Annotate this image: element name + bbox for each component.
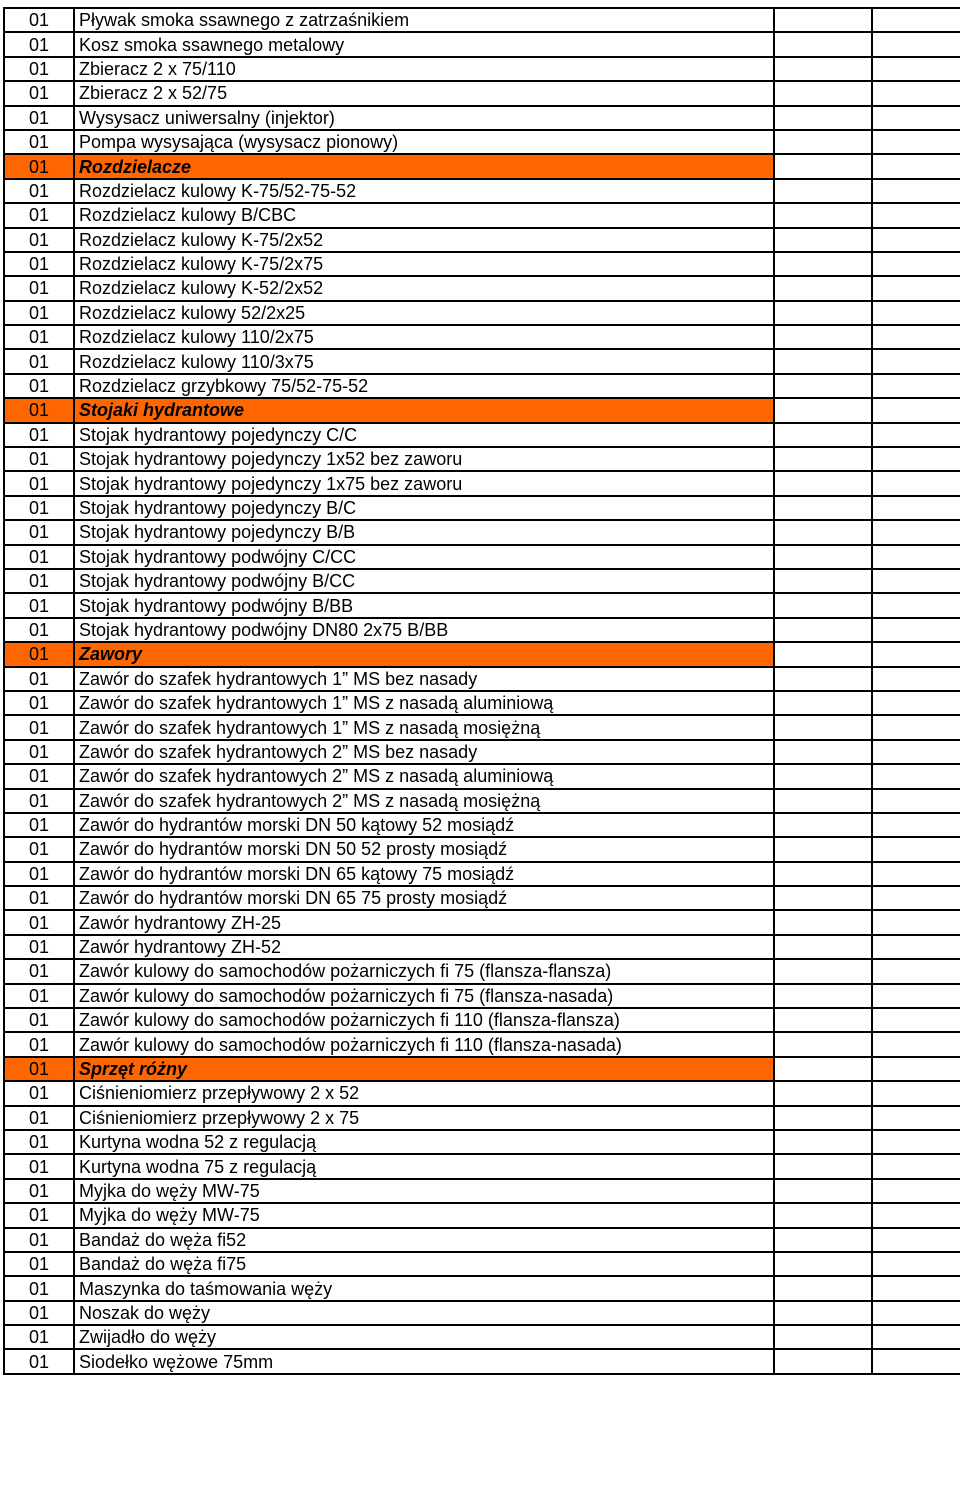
item-code-cell: 01 <box>4 349 74 373</box>
table-row <box>4 252 960 276</box>
table-row <box>4 667 960 691</box>
empty-cell <box>872 691 960 715</box>
item-code-cell: 01 <box>4 789 74 813</box>
empty-cell <box>774 1349 872 1373</box>
empty-cell <box>872 1081 960 1105</box>
empty-cell <box>872 1154 960 1178</box>
item-code-cell: 01 <box>4 545 74 569</box>
empty-cell <box>872 1301 960 1325</box>
item-code-cell: 01 <box>4 959 74 983</box>
table-row <box>4 569 960 593</box>
item-code-cell: 01 <box>4 1057 74 1081</box>
item-name-cell: Noszak do węży <box>74 1301 774 1325</box>
item-code-cell: 01 <box>4 8 74 32</box>
empty-cell <box>774 1057 872 1081</box>
section-title-cell: Sprzęt różny <box>74 1057 774 1081</box>
item-code-cell: 01 <box>4 935 74 959</box>
empty-cell <box>774 57 872 81</box>
empty-cell <box>872 520 960 544</box>
item-name-cell: Siodełko wężowe 75mm <box>74 1349 774 1373</box>
empty-cell <box>774 276 872 300</box>
item-code-cell: 01 <box>4 1032 74 1056</box>
empty-cell <box>872 252 960 276</box>
empty-cell <box>774 886 872 910</box>
table-row <box>4 81 960 105</box>
table-row <box>4 374 960 398</box>
item-code-cell: 01 <box>4 837 74 861</box>
empty-cell <box>872 910 960 934</box>
empty-cell <box>872 276 960 300</box>
table-row <box>4 8 960 32</box>
item-name-cell: Rozdzielacz kulowy K-52/2x52 <box>74 276 774 300</box>
empty-cell <box>774 764 872 788</box>
empty-cell <box>774 81 872 105</box>
empty-cell <box>774 862 872 886</box>
item-code-cell: 01 <box>4 764 74 788</box>
table-row <box>4 1106 960 1130</box>
item-code-cell: 01 <box>4 1130 74 1154</box>
item-name-cell: Stojak hydrantowy pojedynczy 1x52 bez zaworu <box>74 447 774 471</box>
item-code-cell: 01 <box>4 984 74 1008</box>
item-code-cell: 01 <box>4 715 74 739</box>
table-row <box>4 228 960 252</box>
item-code-cell: 01 <box>4 1154 74 1178</box>
item-code-cell: 01 <box>4 1325 74 1349</box>
empty-cell <box>872 423 960 447</box>
price-list-table <box>3 7 960 1375</box>
empty-cell <box>774 740 872 764</box>
empty-cell <box>774 1203 872 1227</box>
empty-cell <box>774 203 872 227</box>
empty-cell <box>872 447 960 471</box>
item-name-cell: Zawór do hydrantów morski DN 65 kątowy 75 mosiądź <box>74 862 774 886</box>
empty-cell <box>774 106 872 130</box>
empty-cell <box>872 1325 960 1349</box>
item-name-cell: Ciśnieniomierz przepływowy 2 x 75 <box>74 1106 774 1130</box>
section-header-row <box>4 398 960 422</box>
table-row <box>4 593 960 617</box>
item-code-cell: 01 <box>4 398 74 422</box>
table-row <box>4 1252 960 1276</box>
empty-cell <box>774 496 872 520</box>
table-row <box>4 1203 960 1227</box>
item-code-cell: 01 <box>4 325 74 349</box>
empty-cell <box>774 813 872 837</box>
table-row <box>4 1301 960 1325</box>
table-row <box>4 545 960 569</box>
table-row <box>4 32 960 56</box>
table-row <box>4 496 960 520</box>
empty-cell <box>774 1179 872 1203</box>
item-name-cell: Stojak hydrantowy podwójny C/CC <box>74 545 774 569</box>
item-name-cell: Rozdzielacz kulowy B/CBC <box>74 203 774 227</box>
item-name-cell: Rozdzielacz grzybkowy 75/52-75-52 <box>74 374 774 398</box>
item-code-cell: 01 <box>4 1081 74 1105</box>
item-name-cell: Kurtyna wodna 75 z regulacją <box>74 1154 774 1178</box>
empty-cell <box>774 837 872 861</box>
empty-cell <box>774 1276 872 1300</box>
item-name-cell: Rozdzielacz kulowy K-75/2x52 <box>74 228 774 252</box>
price-list-body <box>4 8 960 1374</box>
empty-cell <box>774 1325 872 1349</box>
empty-cell <box>774 228 872 252</box>
empty-cell <box>872 8 960 32</box>
table-row <box>4 203 960 227</box>
empty-cell <box>872 1032 960 1056</box>
item-name-cell: Zawór kulowy do samochodów pożarniczych fi 75 (flansza-nasada) <box>74 984 774 1008</box>
item-name-cell: Rozdzielacz kulowy K-75/52-75-52 <box>74 179 774 203</box>
table-row <box>4 789 960 813</box>
section-header-row <box>4 1057 960 1081</box>
item-code-cell: 01 <box>4 423 74 447</box>
item-name-cell: Zawór do hydrantów morski DN 50 52 prosty mosiądź <box>74 837 774 861</box>
empty-cell <box>774 593 872 617</box>
item-code-cell: 01 <box>4 910 74 934</box>
empty-cell <box>872 1057 960 1081</box>
empty-cell <box>872 1130 960 1154</box>
item-code-cell: 01 <box>4 618 74 642</box>
empty-cell <box>872 935 960 959</box>
empty-cell <box>774 179 872 203</box>
table-row <box>4 691 960 715</box>
item-name-cell: Stojak hydrantowy podwójny B/BB <box>74 593 774 617</box>
item-name-cell: Rozdzielacz kulowy 110/2x75 <box>74 325 774 349</box>
empty-cell <box>872 642 960 666</box>
item-code-cell: 01 <box>4 301 74 325</box>
empty-cell <box>872 959 960 983</box>
empty-cell <box>774 1228 872 1252</box>
table-row <box>4 935 960 959</box>
table-row <box>4 764 960 788</box>
item-name-cell: Zawór do szafek hydrantowych 1” MS z nasadą aluminiową <box>74 691 774 715</box>
item-name-cell: Stojak hydrantowy pojedynczy 1x75 bez zaworu <box>74 471 774 495</box>
empty-cell <box>774 447 872 471</box>
empty-cell <box>872 984 960 1008</box>
empty-cell <box>774 545 872 569</box>
empty-cell <box>872 764 960 788</box>
table-row <box>4 1032 960 1056</box>
table-row <box>4 618 960 642</box>
empty-cell <box>774 789 872 813</box>
item-code-cell: 01 <box>4 569 74 593</box>
table-row <box>4 325 960 349</box>
empty-cell <box>872 1008 960 1032</box>
item-name-cell: Zawór kulowy do samochodów pożarniczych fi 110 (flansza-nasada) <box>74 1032 774 1056</box>
empty-cell <box>774 325 872 349</box>
item-name-cell: Zawór hydrantowy ZH-25 <box>74 910 774 934</box>
empty-cell <box>872 32 960 56</box>
empty-cell <box>872 740 960 764</box>
item-code-cell: 01 <box>4 593 74 617</box>
item-code-cell: 01 <box>4 154 74 178</box>
empty-cell <box>872 1228 960 1252</box>
item-name-cell: Zawór do szafek hydrantowych 2” MS z nasadą aluminiową <box>74 764 774 788</box>
table-row <box>4 715 960 739</box>
item-code-cell: 01 <box>4 1276 74 1300</box>
table-row <box>4 1349 960 1373</box>
item-code-cell: 01 <box>4 252 74 276</box>
empty-cell <box>774 691 872 715</box>
table-row <box>4 1008 960 1032</box>
empty-cell <box>872 228 960 252</box>
empty-cell <box>872 789 960 813</box>
empty-cell <box>872 301 960 325</box>
section-title-cell: Stojaki hydrantowe <box>74 398 774 422</box>
empty-cell <box>872 325 960 349</box>
empty-cell <box>872 1252 960 1276</box>
section-title-cell: Zawory <box>74 642 774 666</box>
empty-cell <box>774 1130 872 1154</box>
item-name-cell: Ciśnieniomierz przepływowy 2 x 52 <box>74 1081 774 1105</box>
empty-cell <box>872 154 960 178</box>
item-name-cell: Zawór do hydrantów morski DN 50 kątowy 52 mosiądź <box>74 813 774 837</box>
empty-cell <box>774 423 872 447</box>
empty-cell <box>872 496 960 520</box>
item-name-cell: Rozdzielacz kulowy 110/3x75 <box>74 349 774 373</box>
table-row <box>4 423 960 447</box>
table-row <box>4 1276 960 1300</box>
item-code-cell: 01 <box>4 862 74 886</box>
item-name-cell: Zawór do szafek hydrantowych 2” MS z nasadą mosiężną <box>74 789 774 813</box>
item-name-cell: Wysysacz uniwersalny (injektor) <box>74 106 774 130</box>
empty-cell <box>872 593 960 617</box>
item-name-cell: Maszynka do taśmowania węży <box>74 1276 774 1300</box>
table-row <box>4 349 960 373</box>
empty-cell <box>872 715 960 739</box>
empty-cell <box>774 667 872 691</box>
item-name-cell: Zawór do szafek hydrantowych 2” MS bez nasady <box>74 740 774 764</box>
section-header-row <box>4 154 960 178</box>
item-name-cell: Zbieracz 2 x 75/110 <box>74 57 774 81</box>
item-code-cell: 01 <box>4 667 74 691</box>
empty-cell <box>872 57 960 81</box>
item-code-cell: 01 <box>4 740 74 764</box>
empty-cell <box>774 301 872 325</box>
table-row <box>4 1154 960 1178</box>
table-row <box>4 959 960 983</box>
table-row <box>4 447 960 471</box>
item-name-cell: Stojak hydrantowy pojedynczy B/C <box>74 496 774 520</box>
item-name-cell: Zawór kulowy do samochodów pożarniczych fi 110 (flansza-flansza) <box>74 1008 774 1032</box>
empty-cell <box>872 374 960 398</box>
item-code-cell: 01 <box>4 1252 74 1276</box>
item-code-cell: 01 <box>4 691 74 715</box>
empty-cell <box>774 1154 872 1178</box>
table-row <box>4 886 960 910</box>
table-row <box>4 301 960 325</box>
section-title-cell: Rozdzielacze <box>74 154 774 178</box>
item-name-cell: Pływak smoka ssawnego z zatrzaśnikiem <box>74 8 774 32</box>
empty-cell <box>872 471 960 495</box>
empty-cell <box>872 545 960 569</box>
item-code-cell: 01 <box>4 520 74 544</box>
empty-cell <box>774 1252 872 1276</box>
empty-cell <box>774 1081 872 1105</box>
item-name-cell: Myjka do węży MW-75 <box>74 1203 774 1227</box>
empty-cell <box>774 154 872 178</box>
table-row <box>4 1228 960 1252</box>
empty-cell <box>872 618 960 642</box>
table-row <box>4 471 960 495</box>
item-code-cell: 01 <box>4 228 74 252</box>
table-row <box>4 1130 960 1154</box>
item-code-cell: 01 <box>4 1106 74 1130</box>
item-name-cell: Stojak hydrantowy pojedynczy C/C <box>74 423 774 447</box>
empty-cell <box>774 349 872 373</box>
section-header-row <box>4 642 960 666</box>
empty-cell <box>774 642 872 666</box>
empty-cell <box>872 203 960 227</box>
item-code-cell: 01 <box>4 57 74 81</box>
empty-cell <box>872 179 960 203</box>
table-row <box>4 1081 960 1105</box>
empty-cell <box>774 252 872 276</box>
empty-cell <box>774 130 872 154</box>
item-code-cell: 01 <box>4 1008 74 1032</box>
table-row <box>4 130 960 154</box>
table-row <box>4 984 960 1008</box>
item-code-cell: 01 <box>4 642 74 666</box>
empty-cell <box>872 1276 960 1300</box>
empty-cell <box>774 959 872 983</box>
empty-cell <box>774 471 872 495</box>
empty-cell <box>774 910 872 934</box>
item-code-cell: 01 <box>4 374 74 398</box>
item-name-cell: Zbieracz 2 x 52/75 <box>74 81 774 105</box>
empty-cell <box>872 862 960 886</box>
empty-cell <box>774 374 872 398</box>
item-code-cell: 01 <box>4 81 74 105</box>
item-name-cell: Stojak hydrantowy podwójny DN80 2x75 B/BB <box>74 618 774 642</box>
empty-cell <box>774 935 872 959</box>
empty-cell <box>774 1106 872 1130</box>
empty-cell <box>774 1301 872 1325</box>
item-code-cell: 01 <box>4 1349 74 1373</box>
empty-cell <box>774 1032 872 1056</box>
item-code-cell: 01 <box>4 1228 74 1252</box>
table-row <box>4 862 960 886</box>
empty-cell <box>774 618 872 642</box>
empty-cell <box>872 1179 960 1203</box>
empty-cell <box>774 398 872 422</box>
empty-cell <box>872 667 960 691</box>
empty-cell <box>872 130 960 154</box>
item-name-cell: Rozdzielacz kulowy K-75/2x75 <box>74 252 774 276</box>
item-code-cell: 01 <box>4 813 74 837</box>
item-name-cell: Rozdzielacz kulowy 52/2x25 <box>74 301 774 325</box>
item-name-cell: Stojak hydrantowy pojedynczy B/B <box>74 520 774 544</box>
table-row <box>4 910 960 934</box>
table-row <box>4 1325 960 1349</box>
item-name-cell: Zawór hydrantowy ZH-52 <box>74 935 774 959</box>
empty-cell <box>774 569 872 593</box>
table-row <box>4 837 960 861</box>
item-code-cell: 01 <box>4 1203 74 1227</box>
empty-cell <box>774 8 872 32</box>
table-row <box>4 813 960 837</box>
empty-cell <box>774 32 872 56</box>
table-row <box>4 179 960 203</box>
item-name-cell: Kosz smoka ssawnego metalowy <box>74 32 774 56</box>
item-code-cell: 01 <box>4 32 74 56</box>
empty-cell <box>872 837 960 861</box>
table-row <box>4 740 960 764</box>
item-name-cell: Bandaż do węża fi52 <box>74 1228 774 1252</box>
empty-cell <box>872 886 960 910</box>
empty-cell <box>774 715 872 739</box>
table-row <box>4 276 960 300</box>
item-name-cell: Zawór do szafek hydrantowych 1” MS bez nasady <box>74 667 774 691</box>
empty-cell <box>872 398 960 422</box>
item-name-cell: Pompa wysysająca (wysysacz pionowy) <box>74 130 774 154</box>
item-code-cell: 01 <box>4 496 74 520</box>
item-name-cell: Myjka do węży MW-75 <box>74 1179 774 1203</box>
table-row <box>4 57 960 81</box>
item-code-cell: 01 <box>4 106 74 130</box>
item-code-cell: 01 <box>4 130 74 154</box>
item-name-cell: Stojak hydrantowy podwójny B/CC <box>74 569 774 593</box>
item-code-cell: 01 <box>4 276 74 300</box>
item-name-cell: Kurtyna wodna 52 z regulacją <box>74 1130 774 1154</box>
table-row <box>4 520 960 544</box>
empty-cell <box>872 81 960 105</box>
table-row <box>4 1179 960 1203</box>
empty-cell <box>872 1203 960 1227</box>
item-code-cell: 01 <box>4 203 74 227</box>
empty-cell <box>872 813 960 837</box>
table-row <box>4 106 960 130</box>
item-name-cell: Bandaż do węża fi75 <box>74 1252 774 1276</box>
item-code-cell: 01 <box>4 471 74 495</box>
item-name-cell: Zwijadło do węży <box>74 1325 774 1349</box>
empty-cell <box>872 569 960 593</box>
item-name-cell: Zawór kulowy do samochodów pożarniczych fi 75 (flansza-flansza) <box>74 959 774 983</box>
item-code-cell: 01 <box>4 886 74 910</box>
empty-cell <box>872 1349 960 1373</box>
empty-cell <box>872 349 960 373</box>
item-name-cell: Zawór do szafek hydrantowych 1” MS z nasadą mosiężną <box>74 715 774 739</box>
empty-cell <box>872 106 960 130</box>
item-code-cell: 01 <box>4 447 74 471</box>
empty-cell <box>872 1106 960 1130</box>
item-code-cell: 01 <box>4 1301 74 1325</box>
item-code-cell: 01 <box>4 1179 74 1203</box>
empty-cell <box>774 1008 872 1032</box>
item-name-cell: Zawór do hydrantów morski DN 65 75 prosty mosiądź <box>74 886 774 910</box>
item-code-cell: 01 <box>4 179 74 203</box>
empty-cell <box>774 520 872 544</box>
empty-cell <box>774 984 872 1008</box>
